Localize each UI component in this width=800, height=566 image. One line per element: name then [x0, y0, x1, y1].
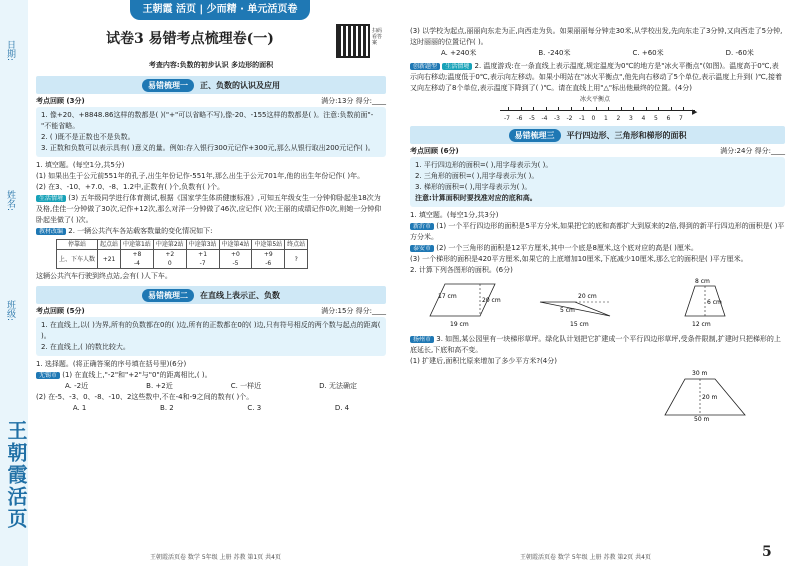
number-line-tick [546, 107, 547, 111]
region-tag: 新沂市 [410, 223, 434, 230]
section-2-tag: 易错梳理二 [142, 289, 194, 302]
qr-label: 扫码看答案 [372, 28, 383, 46]
table-cell: +9 -6 [252, 250, 285, 269]
option[interactable]: A. +240米 [441, 49, 477, 57]
section-3-score: 满分:24分 得分:____ [720, 147, 785, 155]
question-6: 2. 计算下列各图形的面积。(6分) [410, 266, 513, 274]
number-line-label: 5 [654, 115, 658, 122]
table-cell: ? [285, 250, 308, 269]
triangle-figure [540, 293, 610, 328]
number-line-tick [646, 107, 647, 111]
question-3-1: (1) 在直线上,"-2"和"+2"与"0"的距离相比,( )。 [62, 371, 212, 379]
scenario-tag: 生活情境 [442, 63, 472, 70]
brand-name: 王朝霞 活页 [142, 4, 197, 15]
option[interactable]: C. 一样近 [230, 382, 262, 390]
table-cell: +2 0 [153, 250, 186, 269]
table-cell: +21 [98, 250, 121, 269]
number-line-label: 2 [616, 115, 621, 122]
options-row [410, 48, 785, 59]
note-line: 2. 在直线上,( )的数比较大。 [41, 343, 130, 351]
fig4-label: 20 m [702, 394, 718, 401]
options-row [36, 403, 386, 414]
exam-scope: 考查内容:负数的初步认识 多边形的面积 [148, 61, 274, 69]
class-label: 班级: [5, 300, 15, 322]
question-4: 2. 温度游戏:在一条直线上表示温度,规定温度为0℃的地方是"冰火平衡点"(如图)。温度高于0℃,表示向右移动;温度低于0℃,表示向左移动。如果小明站在"冰火平衡点",他先向右移动了5个单位,表示温度上升到( )℃,接着又向左移动了8个单位,表示温度下降到了( )℃。请在直线上用"△"标出他最终的位置。(4分) [410, 62, 783, 92]
table-header-cell: 中途第3站 [186, 240, 219, 250]
page-number: 5 [762, 544, 772, 560]
section-2-score: 满分:15分 得分:____ [321, 307, 386, 315]
binding-margin [0, 0, 28, 566]
question-1-1: (1) 如果出生于公元前551年的孔子,出生年份记作-551年,那么出生于公元701年,他的出生年份记作( )年。 [36, 172, 365, 180]
section-1-title: 正、负数的认识及应用 [200, 80, 280, 90]
section-2-review: 考点回顾 (5分) [36, 307, 85, 315]
name-label: 姓名: [5, 190, 15, 212]
note-line: 3. 梯形的面积=( ),用字母表示为( )。 [415, 183, 532, 191]
left-footer: 王朝霞活页卷 数学 5年级 上册 苏教 第1页 共4页 [150, 554, 281, 561]
number-line-tick [633, 107, 634, 111]
note-line: 2. 三角形的面积=( ),用字母表示为( )。 [415, 172, 539, 180]
lawn-figure [410, 367, 780, 421]
adapted-tag: 教材改编 [36, 228, 66, 235]
number-line-label: 3 [629, 115, 633, 122]
area-figures [410, 276, 780, 334]
number-line-label: 6 [666, 115, 671, 122]
number-line-label: -7 [504, 115, 510, 122]
option[interactable]: A. -2近 [65, 382, 89, 390]
question-7: 3. 如图,某公园里有一块梯形草坪。绿化队计划把它扩建成一个平行四边形草坪,受条件限制,扩建时只把梯形的上底延长,下底和高不变。 [410, 335, 781, 354]
question-5: 1. 填空题。(每空1分,共3分) [410, 211, 499, 219]
fig3-label: 8 cm [695, 278, 710, 285]
section-1-notes [36, 107, 386, 157]
trapezoid-figure [685, 278, 725, 328]
section-2-title: 在直线上表示正、负数 [200, 290, 280, 300]
number-line [500, 94, 700, 126]
note-line: 3. 正数和负数可以表示具有( )意义的量。例如:存入银行300元记作+300元,那么从银行取出200元记作( )。 [41, 144, 375, 152]
number-line-tick [608, 107, 609, 111]
question-3-2: (2) 在-5、-3、0、-8、-10、2这些数中,不在-4和-9之间的数有( )个。 [36, 393, 254, 401]
section-3-notes [410, 157, 785, 207]
section-3-title: 平行四边形、三角形和梯形的面积 [566, 130, 687, 140]
table-header-cell: 中途第1站 [121, 240, 154, 250]
section-3-review: 考点回顾 (6分) [410, 147, 459, 155]
fig2-label: 20 cm [578, 293, 597, 300]
note-line: 1. 在直线上,以( )为界,所有的负数都在0的( )边,所有的正数都在0的( )边,只有符号相反的两个数与起点的距离( )。 [41, 321, 381, 340]
number-line-label: 0 [591, 115, 596, 122]
number-line-tick [571, 107, 572, 111]
fig2-label: 15 cm [570, 321, 589, 328]
number-line-label: 4 [641, 115, 646, 122]
number-line-tick [558, 107, 559, 111]
table-header-cell: 停靠站 [57, 240, 98, 250]
section-1-header [36, 76, 386, 94]
option[interactable]: C. 3 [247, 404, 262, 412]
fig1-label: 19 cm [450, 321, 469, 328]
series-name: 少而精 · 单元活页卷 [206, 4, 298, 15]
region-tag: 扬州市 [410, 336, 434, 343]
options-row [36, 381, 386, 392]
series-banner: 王朝霞 活页 | 少而精 · 单元活页卷 [130, 0, 310, 20]
option[interactable]: A. 1 [72, 404, 87, 412]
innovation-tag: 创新题型 [410, 63, 440, 70]
balance-point-label: 冰火平衡点 [580, 96, 611, 103]
table-header-cell: 中途第2站 [153, 240, 186, 250]
question-1: 1. 填空题。(每空1分,共5分) [36, 161, 125, 169]
bus-table [56, 239, 308, 269]
section-2-header [36, 286, 386, 304]
number-line-label: -6 [516, 115, 523, 122]
question-3-3: (3) 以学校为起点,丽丽向东走为正,向西走为负。如果丽丽每分钟走30米,从学校出发,先向东走了3分钟,又向西走了5分钟,这时丽丽的位置记作( )。 [410, 27, 783, 46]
table-header-cell: 终点站 [285, 240, 308, 250]
paper-title: 试卷3 易错考点梳理卷(一) [106, 31, 274, 47]
number-line-label: -5 [529, 115, 535, 122]
question-5-1: (1) 一个平行四边形的面积是5平方分米,如果把它的底和高都扩大到原来的2倍,得到的新平行四边形的面积是( )平方分米。 [410, 222, 785, 241]
option[interactable]: D. 4 [334, 404, 350, 412]
number-line-tick [508, 107, 509, 111]
number-line-tick [533, 107, 534, 111]
fig4-label: 50 m [694, 416, 710, 421]
note-line: 注意:计算面积时要找准对应的底和高。 [415, 194, 537, 202]
section-1-score: 满分:13分 得分:____ [321, 97, 386, 105]
section-2-notes [36, 317, 386, 356]
section-1-tag: 易错梳理一 [142, 79, 194, 92]
option[interactable]: B. -240米 [538, 49, 571, 57]
right-footer: 王朝霞活页卷 数学 5年级 上册 苏教 第2页 共4页 [520, 554, 651, 561]
note-line: 2. ( )既不是正数也不是负数。 [41, 133, 135, 141]
number-line-tick [683, 107, 684, 111]
number-line-label: -1 [579, 115, 585, 122]
question-3: 1. 选择题。(将正确答案的序号填在括号里)(6分) [36, 360, 187, 368]
parallelogram-figure [430, 284, 501, 328]
number-line-tick [521, 107, 522, 111]
option[interactable]: B. 2 [160, 404, 174, 412]
table-header-cell: 中途第5站 [252, 240, 285, 250]
fig1-label: 17 cm [438, 293, 457, 300]
question-5-3: (3) 一个梯形的面积是420平方厘米,如果它的上底增加10厘米,下底减少10厘米,那么它的面积是( )平方厘米。 [410, 255, 748, 263]
brand-logo: 王朝霞活页 [4, 420, 28, 530]
number-line-tick [621, 107, 622, 111]
table-header-cell: 起点站 [98, 240, 121, 250]
section-3-tag: 易错梳理三 [509, 129, 561, 142]
option[interactable]: C. +60米 [632, 49, 664, 57]
section-3-header [410, 126, 785, 144]
number-line-label: -4 [541, 115, 548, 122]
question-2-tail: 这辆公共汽车行驶到终点站,会有( )人下车。 [36, 272, 172, 280]
fig3-label: 6 cm [707, 299, 722, 306]
number-line-tick [658, 107, 659, 111]
question-5-2: (2) 一个三角形的面积是12平方厘米,其中一个底是8厘米,这个底对应的高是( )厘米。 [436, 244, 698, 252]
option[interactable]: D. -60米 [725, 49, 754, 57]
option[interactable]: D. 无法确定 [319, 382, 357, 390]
table-row-label: 上、下车人数 [57, 250, 98, 269]
question-7-1: (1) 扩建后,面积比原来增加了多少平方米?(4分) [410, 357, 557, 365]
qr-code[interactable] [336, 24, 370, 58]
table-cell: +0 -5 [219, 250, 252, 269]
fig1-label: 20 cm [482, 297, 501, 304]
question-1-2: (2) 在3、-10、+7.0、-8、1.2中,正数有( )个,负数有( )个。 [36, 183, 224, 191]
fig4-label: 30 m [692, 370, 708, 377]
date-label: 日期: [5, 40, 15, 62]
region-tag: 泰安市 [410, 245, 434, 252]
table-header-cell: 中途第4站 [219, 240, 252, 250]
option[interactable]: B. +2近 [146, 382, 173, 390]
number-line-label: -2 [566, 115, 573, 122]
section-1-review: 考点回顾 (3分) [36, 97, 85, 105]
number-line-axis [500, 110, 695, 111]
fig3-label: 12 cm [692, 321, 711, 328]
scenario-tag: 生活情境 [36, 195, 66, 202]
note-line: 1. 像+20、+8848.86这样的数都是( )("+"可以省略不写),像-20、-155这样的数都是( )。注意:负数前面"-"不能省略。 [41, 111, 374, 130]
number-line-tick [596, 107, 597, 111]
right-page [410, 26, 785, 421]
table-cell: +1 -7 [186, 250, 219, 269]
number-line-label: -3 [554, 115, 560, 122]
question-1-3: (3) 五年级同学进行体育测试,根据《国家学生体质健康标准》,可知五年级女生一分钟仰卧起坐18次为及格,佳佳一分钟做了30次,记作+12次,那么对洋一分钟做了46次,应记作( )次;王丽的成绩记作0次,则她一分钟仰卧起坐做了( )次。 [36, 194, 382, 224]
number-line-tick [671, 107, 672, 111]
title-row [36, 24, 386, 58]
note-line: 1. 平行四边形的面积=( ),用字母表示为( )。 [415, 161, 553, 169]
fig2-label: 5 cm [560, 307, 575, 314]
number-line-label: 1 [604, 115, 608, 122]
number-line-label: 7 [679, 115, 683, 122]
arrow-right-icon: ▶ [692, 108, 698, 116]
region-tag: 无锡市 [36, 372, 60, 379]
question-2: 2. 一辆公共汽车各站载客数量的变化情况如下: [68, 227, 213, 235]
left-page [36, 24, 386, 414]
number-line-tick [583, 107, 584, 111]
table-cell: +8 -4 [121, 250, 154, 269]
